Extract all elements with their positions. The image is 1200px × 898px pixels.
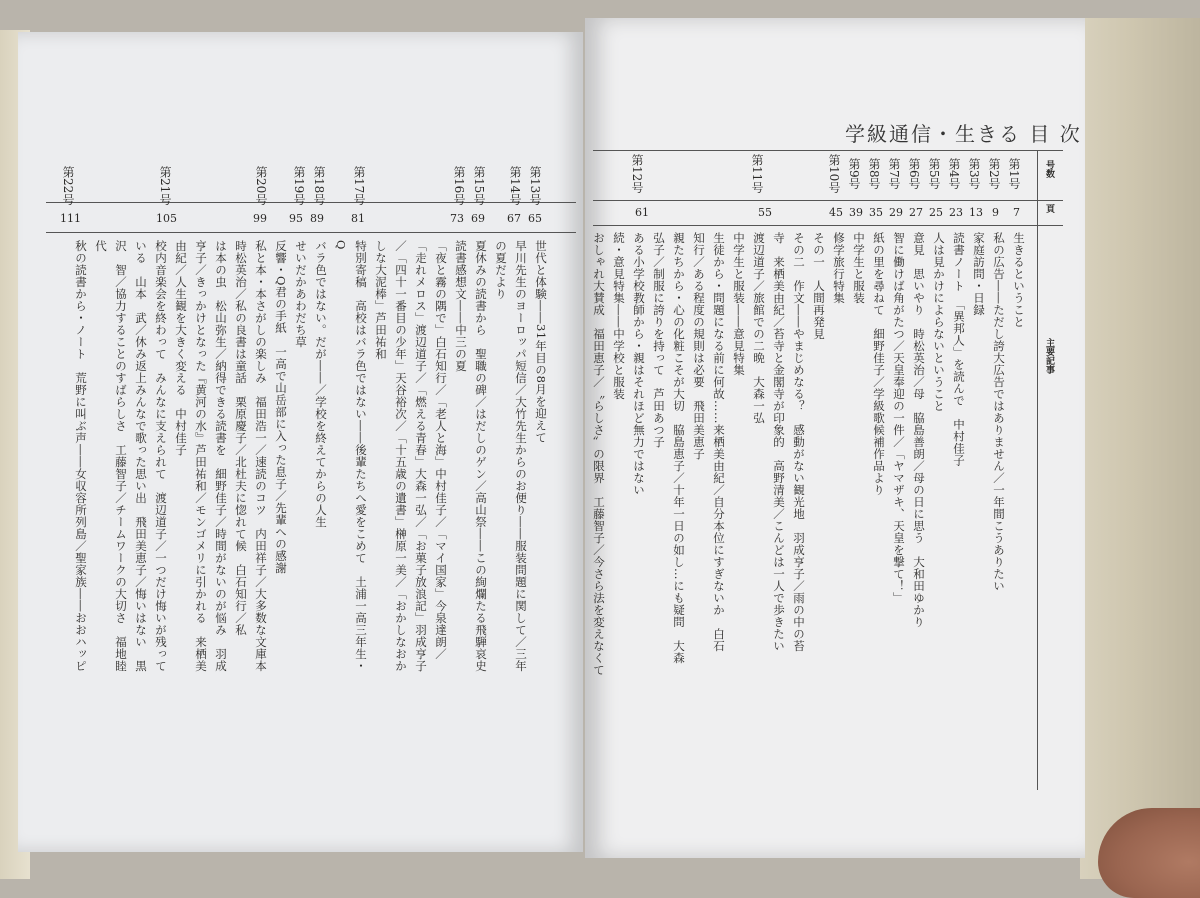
page-4: 23: [949, 206, 963, 219]
article-line: 意見 思いやり 時松英治／母 脇島善朗／母の日に思う 大和田ゆかり: [912, 232, 926, 628]
page-8: 35: [869, 206, 883, 219]
article-column-header: 主要記事: [1044, 338, 1054, 374]
article-line: 時松英治／私の良書は童話 栗原慶子／北杜夫に惚れて候 白石知行／私: [234, 240, 248, 636]
article-line: 「夜と霧の隅で」白石知行／「老人と海」中村佳子／「マイ国家」今泉達朗／: [434, 240, 448, 660]
page-15: 69: [471, 212, 485, 225]
article-line: 渡辺道子／旅館での二晩 大森一弘: [752, 232, 766, 424]
article-line: 家庭訪問・日録: [972, 232, 986, 316]
page-10: 45: [829, 206, 843, 219]
issue-15: 第15号: [472, 166, 486, 206]
article-line: 紙の里を尋ねて 細野佳子／学級歌候補作品より: [872, 232, 886, 496]
article-line: 特別寄稿 高校はバラ色ではない――後輩たちへ愛をこめて 土浦一高三年生・: [354, 240, 368, 672]
page-7: 29: [889, 206, 903, 219]
issue-19: 第19号: [292, 166, 306, 206]
article-line: 続・意見特集――中学校と服装: [612, 232, 626, 400]
article-line: 読書ノート 「異邦人」を読んで 中村佳子: [952, 232, 966, 467]
issue-8: 第8号: [867, 158, 881, 190]
right-header-rule-bottom: [593, 225, 1063, 226]
article-line: おしゃれ大賛成 福田恵子／〝らしさ〟の限界 工藤智子／今さら法を変えなくて: [592, 232, 606, 676]
article-line: バラ色ではない。だが――／学校を終えてからの人生: [314, 240, 328, 528]
article-line: 生きるということ: [1012, 232, 1026, 328]
article-line: ある小学校教師から・親はそれほど無力ではない: [632, 232, 646, 496]
page-5: 25: [929, 206, 943, 219]
article-line: 校内音楽会を終わって みんなに支えられて 渡辺道子／一つだけ悔いが残って: [154, 240, 168, 672]
article-line: は本の虫 松山弥生／納得できる読書を 細野佳子／時間がないのが悩み 羽成: [214, 240, 228, 672]
issue-21: 第21号: [158, 166, 172, 206]
book-cover-right-edge: [1080, 18, 1200, 879]
article-line: 早川先生のヨーロッパ短信／大竹先生からのお便り――服装問題に関して／三年: [514, 240, 528, 672]
article-line: 夏休みの読書から 聖職の碑／はだしのゲン／高山祭――この絢爛たる飛騨哀史: [474, 240, 488, 672]
issue-17: 第17号: [352, 166, 366, 206]
page-column-header: 頁: [1044, 204, 1054, 213]
article-line: 弘子／制服に誇りを持って 芦田あつ子: [652, 232, 666, 448]
article-line: 寺 来栖美由紀／苔寺と金閣寺が印象的 高野清美／こんどは一人で歩きたい: [772, 232, 786, 652]
article-line: 修学旅行特集: [832, 232, 846, 304]
article-line: の夏だより: [494, 240, 508, 300]
article-line: 反響・Q君の手紙 一高で山岳部に入った息子／先輩への感謝: [274, 240, 288, 574]
article-line: ／「四十一番目の少年」天谷裕次／「十五歳の遺書」榊原一美／「おかしなおか: [394, 240, 408, 672]
issue-10: 第10号: [827, 154, 841, 194]
issue-11: 第11号: [750, 154, 764, 194]
page-20: 99: [253, 212, 267, 225]
page-2: 9: [992, 206, 999, 219]
issue-6: 第6号: [907, 158, 921, 190]
page-17: 81: [351, 212, 365, 225]
issue-20: 第20号: [254, 166, 268, 206]
article-line: Q: [334, 240, 348, 250]
page-13: 65: [528, 212, 542, 225]
article-line: せいだかあわだち草: [294, 240, 308, 348]
issue-4: 第4号: [947, 158, 961, 190]
page-11: 55: [758, 206, 772, 219]
issue-1: 第1号: [1007, 158, 1021, 190]
issue-13: 第13号: [528, 166, 542, 206]
article-line: 親たちから・心の化粧こそが大切 脇島恵子／十年一日の如し…にも疑問 大森: [672, 232, 686, 664]
issue-16: 第16号: [452, 166, 466, 206]
issue-9: 第9号: [847, 158, 861, 190]
page-title: 学級通信・生きる 目 次: [845, 122, 1082, 146]
article-line: その二 作文――やまじめなる？ 感動がない観光地 羽成亨子／雨の中の苔: [792, 232, 806, 652]
page-14: 67: [507, 212, 521, 225]
article-line: 世代と体験――31年目の8月を迎えて: [534, 240, 548, 444]
article-line: 私の広告――ただし誇大広告ではありません／一年間こうありたい: [992, 232, 1006, 592]
right-header-rule-middle: [593, 200, 1063, 201]
page-9: 39: [849, 206, 863, 219]
page-22: 111: [60, 212, 81, 225]
article-line: 私と本・本さがしの楽しみ 福田浩一／速読のコツ 内田祥子／大多数な文庫本: [254, 240, 268, 672]
header-column-rule: [1037, 150, 1038, 790]
article-line: 沢 智／協力することのすばらしさ 工藤智子／チームワークの大切さ 福地睦: [114, 240, 128, 672]
article-line: 中学生と服装: [852, 232, 866, 304]
article-line: 知行／ある程度の規則は必要 飛田美恵子: [692, 232, 706, 460]
page-6: 27: [909, 206, 923, 219]
page-12: 61: [635, 206, 649, 219]
right-header-rule-top: [593, 150, 1063, 151]
article-line: 人は見かけによらないということ: [932, 232, 946, 412]
article-line: 生徒から・問題になる前に何故……来栖美由紀／自分本位にすぎないか 白石: [712, 232, 726, 652]
issue-14: 第14号: [508, 166, 522, 206]
article-line: 秋の読書から・ノート 荒野に叫ぶ声――女収容所列島／聖家族――おおハッピ: [74, 240, 88, 672]
issue-12: 第12号: [630, 154, 644, 194]
article-line: 由紀／人生観を大きく変える 中村佳子: [174, 240, 188, 456]
issue-22: 第22号: [61, 166, 75, 206]
page-3: 13: [969, 206, 983, 219]
issue-5: 第5号: [927, 158, 941, 190]
page-1: 7: [1013, 206, 1020, 219]
page-21: 105: [156, 212, 177, 225]
right-page: [585, 18, 1085, 858]
article-line: しな大泥棒」芦田祐和: [374, 240, 388, 360]
article-line: 代: [94, 240, 108, 252]
issue-2: 第2号: [987, 158, 1001, 190]
article-line: 中学生と服装――意見特集: [732, 232, 746, 376]
left-header-rule-bottom: [46, 232, 576, 233]
issue-7: 第7号: [887, 158, 901, 190]
left-page: [18, 32, 583, 852]
article-line: いる 山本 武／休み返上みんなで歌った思い出 飛田美恵子／悔いはない 黒: [134, 240, 148, 672]
article-line: 亨子／きっかけとなった『黄河の水』芦田祐和／モンゴメリに引かれる 来栖美: [194, 240, 208, 672]
page-16: 73: [450, 212, 464, 225]
left-header-rule-top: [46, 202, 576, 203]
issue-3: 第3号: [967, 158, 981, 190]
article-line: 読書感想文――中三の夏: [454, 240, 468, 372]
issue-column-header: 号数: [1044, 160, 1054, 178]
article-line: 智に働けば角がたつ／天皇奉迎の一件／「ヤマザキ、天皇を撃て！」: [892, 232, 906, 604]
article-line: その一 人間再発見: [812, 232, 826, 340]
article-line: 「走れメロス」渡辺道子／「燃える青春」大森一弘／「お菓子放浪記」羽成亨子: [414, 240, 428, 672]
page-18: 89: [310, 212, 324, 225]
issue-18: 第18号: [312, 166, 326, 206]
page-19: 95: [289, 212, 303, 225]
